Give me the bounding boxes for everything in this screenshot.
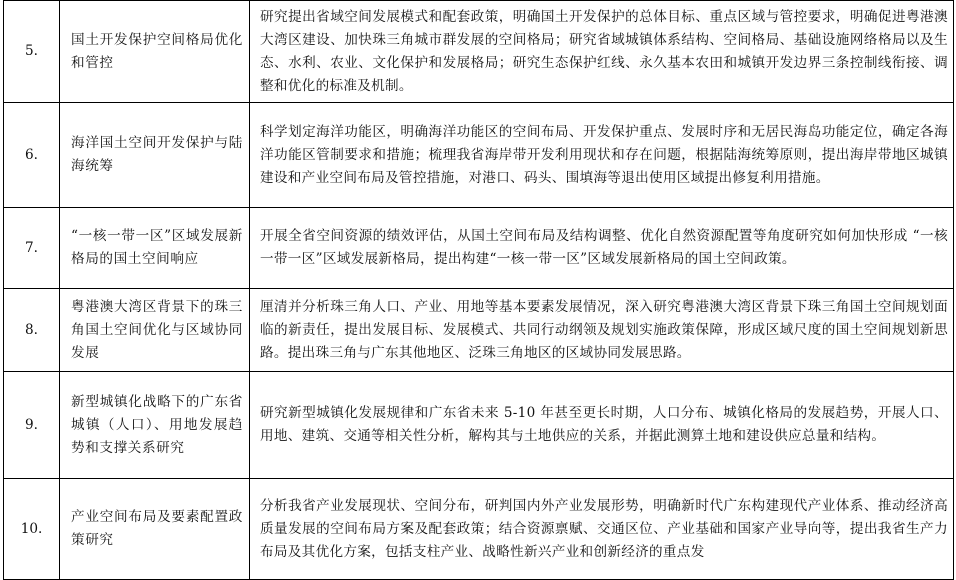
row-number: 7.: [4, 208, 60, 289]
row-number: 10.: [4, 479, 60, 580]
table-row: [4, 479, 954, 580]
table-row: [4, 103, 954, 208]
topic-title: 产业空间布局及要素配置政策研究: [60, 479, 250, 580]
row-number: 8.: [4, 289, 60, 372]
topic-content: 科学划定海洋功能区，明确海洋功能区的空间布局、开发保护重点、发展时序和无居民海岛功能定位，确定各海洋功能区管制要求和措施；梳理我省海岸带开发利用现状和存在问题，根据陆海统筹原则，提出海岸带地区城镇建设和产业空间布局及管控措施，对港口、码头、围填海等退出使用区域提出修复利用措施。: [250, 103, 954, 208]
row-number: 6.: [4, 103, 60, 208]
topic-title: 国土开发保护空间格局优化和管控: [60, 1, 250, 103]
table-row: [4, 1, 954, 103]
topic-title: 海洋国土空间开发保护与陆海统筹: [60, 103, 250, 208]
table-row: [4, 289, 954, 372]
table-row: [4, 372, 954, 479]
row-number: 5.: [4, 1, 60, 103]
topic-content: 厘清并分析珠三角人口、产业、用地等基本要素发展情况，深入研究粤港澳大湾区背景下珠三角国土空间规划面临的新责任，提出发展目标、发展模式、共同行动纲领及规划实施政策保障，形成区域尺度的国土空间规划新思路。提出珠三角与广东其他地区、泛珠三角地区的区域协同发展思路。: [250, 289, 954, 372]
topic-title: 粤港澳大湾区背景下的珠三角国土空间优化与区域协同发展: [60, 289, 250, 372]
row-number: 9.: [4, 372, 60, 479]
topic-title: 新型城镇化战略下的广东省城镇（人口）、用地发展趋势和支撑关系研究: [60, 372, 250, 479]
topic-content: 分析我省产业发展现状、空间分布，研判国内外产业发展形势，明确新时代广东构建现代产业体系、推动经济高质量发展的空间布局方案及配套政策；结合资源禀赋、交通区位、产业基础和国家产业导向等，提出我省生产力布局及其优化方案，包括支柱产业、战略性新兴产业和创新经济的重点发: [250, 479, 954, 580]
topic-content: 研究提出省域空间发展模式和配套政策，明确国土开发保护的总体目标、重点区域与管控要求，明确促进粤港澳大湾区建设、加快珠三角城市群发展的空间格局；研究省域城镇体系结构、空间格局、基础设施网络格局以及生态、水利、农业、文化保护和发展格局；研究生态保护红线、永久基本农田和城镇开发边界三条控制线衔接、调整和优化的标准及机制。: [250, 1, 954, 103]
topic-content: 研究新型城镇化发展规律和广东省未来 5-10 年甚至更长时期，人口分布、城镇化格局的发展趋势，开展人口、用地、建筑、交通等相关性分析，解构其与土地供应的关系，并据此测算土地和建设供应总量和结构。: [250, 372, 954, 479]
research-topics-table: [3, 0, 954, 580]
topic-content: 开展全省空间资源的绩效评估，从国土空间布局及结构调整、优化自然资源配置等角度研究如何加快形成 “一核一带一区”区域发展新格局，提出构建“一核一带一区”区域发展新格局的国土空间政策。: [250, 208, 954, 289]
topic-title: “一核一带一区”区域发展新格局的国土空间响应: [60, 208, 250, 289]
table-row: [4, 208, 954, 289]
